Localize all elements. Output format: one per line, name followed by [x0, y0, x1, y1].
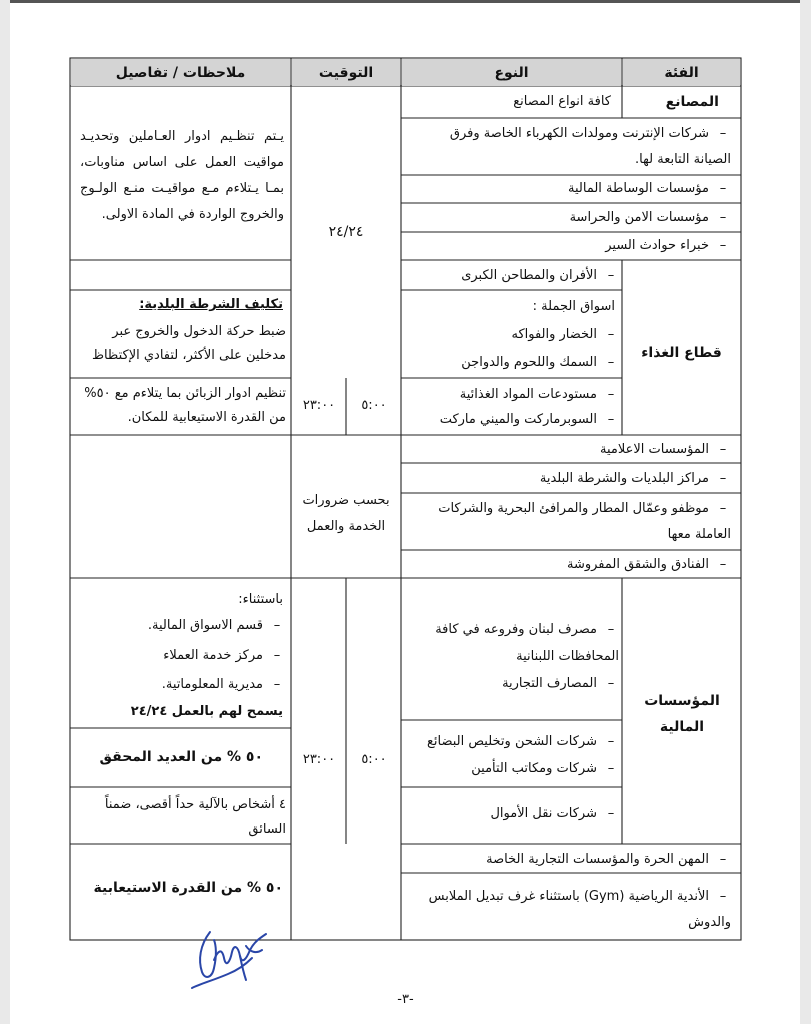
- row-internet-electricity: – شركات الإنترنت ومولدات الكهرباء الخاصة وفرق الصيانة التابعة لها.: [411, 121, 731, 173]
- food-capacity-note: تنظيم ادوار الزبائن بما يتلاءم مع ٥٠% من القدرة الاستيعابية للمكان.: [84, 386, 286, 425]
- row-airport-ports: – موظفو وعمّال المطار والمرافئ البحرية والشركات العاملة معها: [401, 496, 731, 548]
- police-body: ضبط حركة الدخول والخروج عبر مدخلين على الأكثر، لتفادي الإكتظاظ: [91, 324, 286, 363]
- header-notes: ملاحظات / تفاصيل: [71, 59, 290, 86]
- notes-shifts: يـتم تنظـيم ادوار العـاملين وتحديـد مواقيت العمل على اساس مناوبات، بمـا يـتلاءم مـع مواقيـت منـع الولـوج والخروج الواردة في المادة الاولى.: [80, 129, 284, 222]
- vehicle-note: ٤ أشخاص بالآلية حداً أقصى، ضمناً السائق: [104, 797, 286, 837]
- row-municipalities: – مراكز البلديات والشرطة البلدية: [540, 467, 731, 491]
- row-food-warehouses: – مستودعات المواد الغذائية: [460, 383, 619, 407]
- header-type: النوع: [402, 59, 621, 86]
- row-gyms: – الأندية الرياضية (Gym) باستثناء غرف تبديل الملابس والدوش: [401, 884, 731, 936]
- food-time-to: ٢٣:٠٠: [302, 398, 336, 413]
- pct-staff: ٥٠ % من العديد المحقق: [99, 749, 263, 765]
- row-hotels: – الفنادق والشقق المفروشة: [567, 553, 731, 577]
- row-traffic-experts: – خبراء حوادث السير: [605, 234, 731, 258]
- row-commercial-banks: – المصارف التجارية: [502, 672, 619, 696]
- except-item-customer: – مركز خدمة العملاء: [163, 644, 285, 668]
- header-category: الفئة: [623, 59, 740, 86]
- signature: [170, 900, 280, 995]
- row-bdl: – مصرف لبنان وفروعه في كافة المحافظات اللبنانية: [409, 616, 619, 670]
- row-money-transport: – شركات نقل الأموال: [490, 802, 619, 826]
- category-food: قطاع الغذاء: [641, 345, 722, 361]
- except-item-markets: – قسم الاسواق المالية.: [148, 614, 285, 638]
- wholesale-title: اسواق الجملة :: [532, 299, 615, 314]
- row-security-guards: – مؤسسات الامن والحراسة: [570, 206, 731, 230]
- category-financial: المؤسسات المالية: [644, 693, 720, 735]
- fin-time-to: ٢٣:٠٠: [302, 752, 336, 767]
- timing-24-24: ٢٤/٢٤: [328, 224, 364, 240]
- except-item-it: – مديرية المعلوماتية.: [162, 673, 285, 697]
- category-factories: المصانع: [665, 94, 719, 110]
- header-timing: التوقيت: [292, 59, 400, 86]
- row-supermarkets: – السوبرماركت والميني ماركت: [440, 408, 619, 432]
- row-media: – المؤسسات الاعلامية: [600, 438, 731, 462]
- row-liberal-professions: – المهن الحرة والمؤسسات التجارية الخاصة: [486, 848, 731, 872]
- timing-service-needs: بحسب ضرورات الخدمة والعمل: [302, 493, 390, 534]
- type-factories: كافة انواع المصانع: [513, 94, 611, 109]
- row-bakeries: – الأفران والمطاحن الكبرى: [461, 264, 619, 288]
- fin-time-from: ٥:٠٠: [361, 752, 387, 767]
- pct-capacity: ٥٠ % من القدرة الاستيعابية: [93, 880, 283, 896]
- page-number: -٣-: [397, 992, 414, 1007]
- police-title: تكليف الشرطة البلدية:: [139, 297, 283, 312]
- row-financial-brokerage: – مؤسسات الوساطة المالية: [568, 177, 731, 201]
- except-title: باستثناء:: [238, 592, 283, 607]
- wholesale-item-meat: – السمك واللحوم والدواجن: [461, 351, 619, 375]
- wholesale-item-vegetables: – الخضار والفواكه: [511, 323, 619, 347]
- food-time-from: ٥:٠٠: [361, 398, 387, 413]
- row-insurance: – شركات ومكاتب التأمين: [471, 757, 619, 781]
- row-shipping: – شركات الشحن وتخليص البضائع: [427, 730, 619, 754]
- allowed-24-24: يسمح لهم بالعمل ٢٤/٢٤: [130, 704, 283, 719]
